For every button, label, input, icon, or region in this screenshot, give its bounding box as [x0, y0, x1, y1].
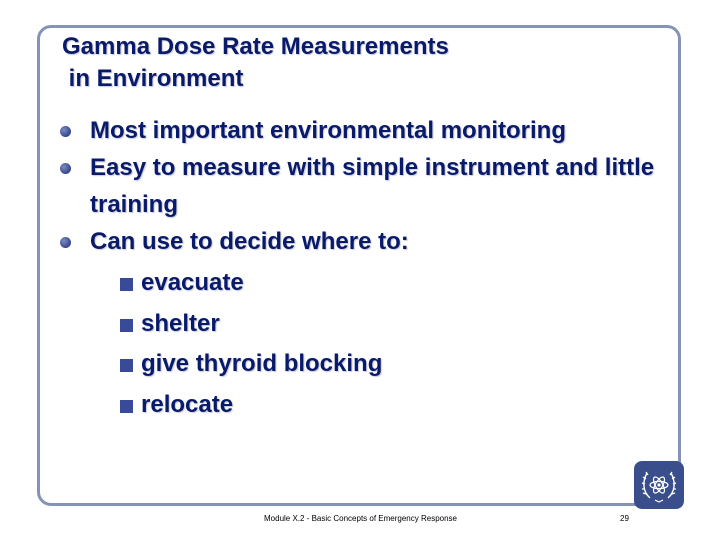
- slide-title: [62, 31, 582, 95]
- title-line-1: Gamma Dose Rate Measurements: [62, 33, 449, 60]
- footer-module-text: Module X.2 - Basic Concepts of Emergency Response: [264, 514, 457, 523]
- sub-bullet-text: evacuate: [141, 269, 244, 296]
- sub-bullet-relocate: [120, 385, 658, 426]
- bullet-item-decide: [58, 223, 658, 422]
- sub-bullet-evacuate: [120, 263, 658, 304]
- page-number: 29: [620, 514, 629, 523]
- square-bullet-icon: [120, 359, 133, 372]
- title-line-2: in Environment: [62, 65, 244, 92]
- square-bullet-icon: [120, 319, 133, 332]
- round-bullet-icon: [60, 163, 71, 174]
- sub-bullet-list: [90, 263, 658, 425]
- sub-bullet-text: relocate: [141, 390, 234, 418]
- bullet-item-monitoring: [58, 112, 658, 149]
- bullet-text: Most important environmental monitoring: [90, 117, 567, 144]
- sub-bullet-text: give thyroid blocking: [141, 350, 383, 377]
- square-bullet-icon: [120, 400, 133, 413]
- round-bullet-icon: [60, 237, 71, 248]
- bullet-text: Easy to measure with simple instrument and little training: [90, 154, 655, 218]
- sub-bullet-text: shelter: [141, 309, 220, 337]
- bullet-list: [58, 112, 658, 422]
- round-bullet-icon: [60, 126, 71, 137]
- bullet-item-easy-to-measure: [58, 149, 658, 223]
- iaea-atom-laurel-icon: [634, 461, 684, 509]
- square-bullet-icon: [120, 278, 133, 291]
- sub-bullet-thyroid: [120, 344, 658, 385]
- bullet-text: Can use to decide where to:: [90, 228, 409, 255]
- sub-bullet-shelter: [120, 304, 658, 345]
